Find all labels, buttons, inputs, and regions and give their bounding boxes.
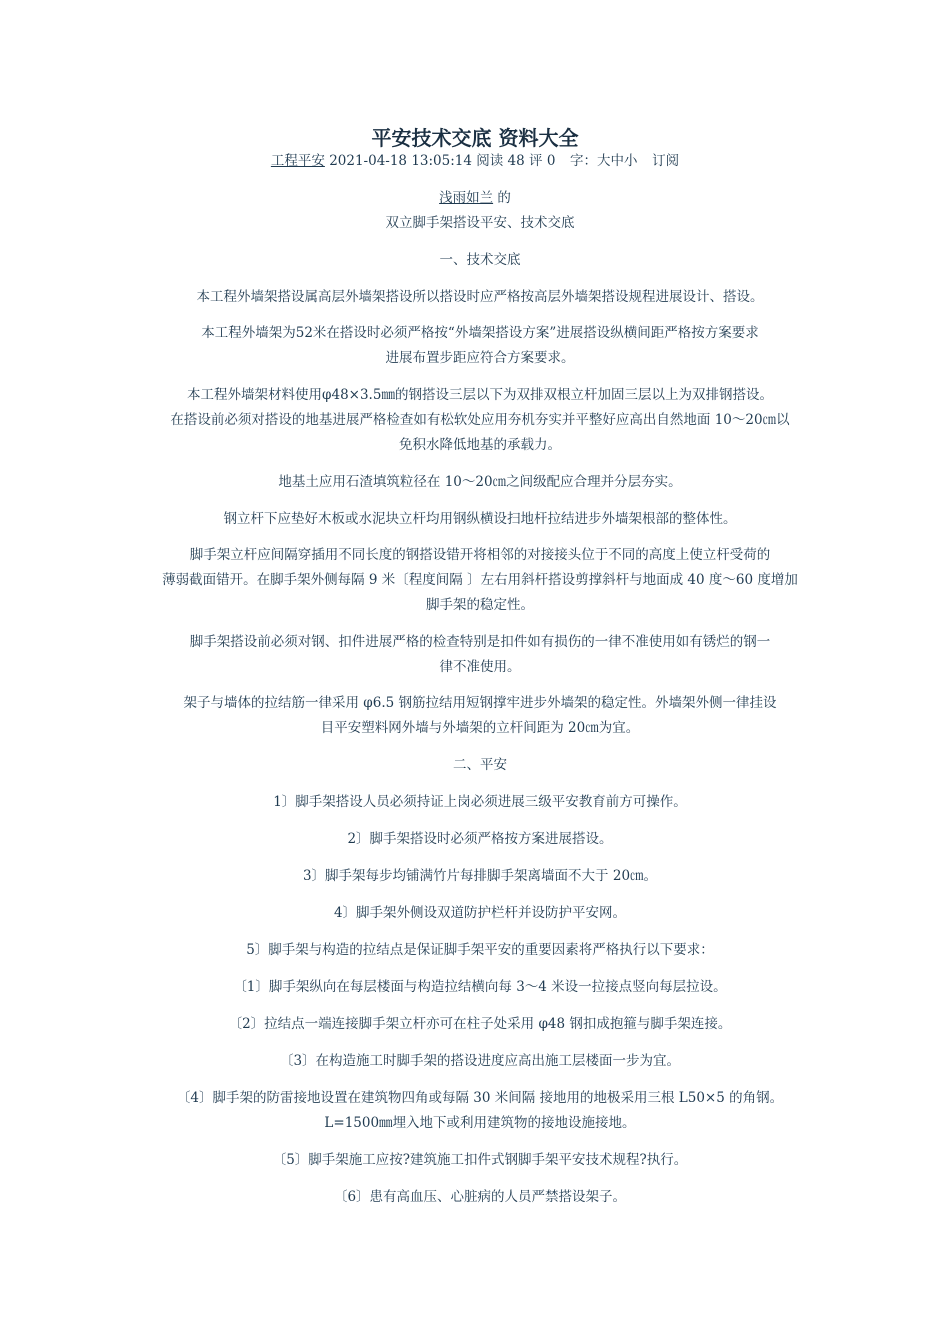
read-label: 阅读 (476, 153, 504, 169)
read-count: 48 (507, 153, 525, 169)
paragraph-line: 钢立杆下应垫好木板或水泥块立杆均用钢纵横设扫地杆拉结进步外墙架根部的整体性。 (223, 511, 737, 527)
author-link[interactable]: 浅雨如兰 (439, 190, 494, 206)
paragraph-line: 免积水降低地基的承载力。 (399, 437, 561, 453)
paragraph-line: 薄弱截面错开。在脚手架外侧每隔 9 米〔程度间隔 〕左右用斜杆搭设剪撑斜杆与地面成 40 度～60 度增加 (162, 572, 798, 588)
author-suffix: 的 (497, 190, 511, 206)
paragraph-line: 脚手架立杆应间隔穿插用不同长度的钢搭设错开将相邻的对接接头位于不同的高度上使立杆受荷的 (189, 547, 771, 563)
publish-datetime: 2021-04-18 13:05:14 (329, 153, 472, 169)
list-item: 〔4〕脚手架的防雷接地设置在建筑物四角或每隔 30 米间隔 接地用的地极采用三根 L50×5 的角钢。 (176, 1090, 784, 1106)
paragraph-line: 在搭设前必须对搭设的地基进展严格检查如有松软处应用夯机夯实并平整好应高出自然地面 10～20㎝以 (170, 412, 790, 428)
font-size-control[interactable]: 字：大中小 (570, 153, 638, 169)
article-meta (0, 151, 950, 171)
list-item: 5〕脚手架与构造的拉结点是保证脚手架平安的重要因素将严格执行以下要求： (246, 942, 714, 958)
paragraph-line: 本工程外墙架搭设属高层外墙架搭设所以搭设时应严格按高层外墙架搭设规程进展设计、搭设。 (196, 289, 764, 305)
list-item: 2〕脚手架搭设时必须严格按方案进展搭设。 (347, 831, 613, 847)
subscribe-link[interactable]: 订阅 (652, 153, 680, 169)
list-item: 1〕脚手架搭设人员必须持证上岗必须进展三级平安教育前方可操作。 (273, 794, 687, 810)
section-heading: 一、技术交底 (439, 252, 521, 268)
list-item: 〔5〕脚手架施工应按?建筑施工扣件式钢脚手架平安技术规程?执行。 (272, 1152, 688, 1168)
paragraph-line: 架子与墙体的拉结筋一律采用 φ6.5 钢筋拉结用短钢撑牢进步外墙架的稳定性。外墙架外侧一律挂设 (183, 695, 777, 711)
paragraph-line: 目平安塑料网外墙与外墙架的立杆间距为 20㎝为宜。 (320, 720, 640, 736)
paragraph-line: 律不准使用。 (439, 659, 521, 675)
list-item: 3〕脚手架每步均铺满竹片每排脚手架离墙面不大于 20㎝。 (302, 868, 658, 884)
page-title: 平安技术交底 资料大全 (371, 126, 579, 150)
list-item: L=1500㎜埋入地下或利用建筑物的接地设施接地。 (324, 1115, 636, 1131)
comment-count: 0 (546, 153, 556, 169)
list-item: 〔1〕脚手架纵向在每层楼面与构造拉结横向每 3～4 米设一拉接点竖向每层拉设。 (233, 979, 727, 995)
category-link[interactable]: 工程平安 (270, 153, 325, 169)
author-line (0, 188, 950, 208)
paragraph-line: 本工程外墙架为52米在搭设时必须严格按“外墙架搭设方案”进展搭设纵横间距严格按方案要求 (201, 325, 759, 341)
paragraph-line: 脚手架搭设前必须对钢、扣件进展严格的检查特别是扣件如有损伤的一律不准使用如有锈烂的钢一 (189, 634, 771, 650)
paragraph-line: 脚手架的稳定性。 (426, 597, 534, 613)
list-item: 〔2〕拉结点一端连接脚手架立杆亦可在柱子处采用 φ48 钢扣成抱箍与脚手架连接。 (228, 1016, 732, 1032)
list-item: 〔3〕在构造施工时脚手架的搭设进度应高出施工层楼面一步为宜。 (279, 1053, 681, 1069)
paragraph-line: 进展布置步距应符合方案要求。 (385, 350, 575, 366)
list-item: 〔6〕患有高血压、心脏病的人员严禁搭设架子。 (333, 1189, 627, 1205)
list-item: 4〕脚手架外侧设双道防护栏杆并设防护平安网。 (333, 905, 627, 921)
doc-subtitle: 双立脚手架搭设平安、技术交底 (385, 215, 575, 231)
section-heading: 二、平安 (453, 757, 507, 773)
paragraph-line: 地基土应用石渣填筑粒径在 10～20㎝之间级配应合理并分层夯实。 (278, 474, 682, 490)
paragraph-line: 本工程外墙架材料使用φ48×3.5㎜的钢搭设三层以下为双排双根立杆加固三层以上为双排钢搭设。 (187, 387, 773, 403)
comment-label: 评 (529, 153, 543, 169)
